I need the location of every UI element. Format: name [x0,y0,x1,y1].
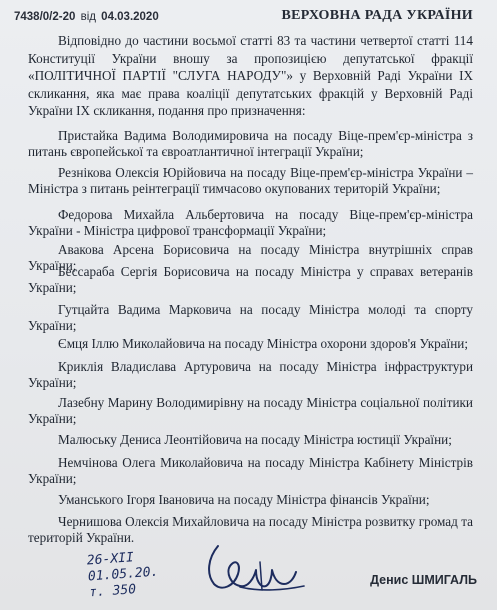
appointment-item: Лазебну Марину Володимирівну на посаду Міністра соціальної політики України; [28,395,473,426]
appointment-item: Резнікова Олексія Юрійовича на посаду Віце-прем'єр-міністра України – Міністра з питань реінтеграції тимчасово окупованих територій України; [28,165,473,196]
appointment-item: Авакова Арсена Борисовича на посаду Міністра внутрішніх справ України; [28,242,473,273]
appointment-item: Бессараба Сергія Борисовича на посаду Міністра у справах ветеранів України; [28,264,473,295]
handwritten-line: т. 350 [88,582,137,601]
addressee: ВЕРХОВНА РАДА УКРАЇНИ [281,8,473,23]
handwritten-note [86,549,160,602]
signer-name: Денис ШМИГАЛЬ [370,573,477,587]
appointment-item: Пристайка Вадима Володимировича на посаду Віце-прем'єр-міністра з питань європейської та євроатлантичної інтеграції України; [28,128,473,159]
appointment-item: Ємця Іллю Миколайовича на посаду Міністра охорони здоров'я України; [58,336,469,351]
appointment-item: Уманського Ігоря Івановича на посаду Міністра фінансів України; [58,492,430,507]
appointment-item: Федорова Михайла Альбертовича на посаду Віце-прем'єр-міністра України - Міністра цифрової трансформації України; [28,207,473,238]
appointment-item: Малюську Дениса Леонтійовича на посаду Міністра юстиції України; [58,432,452,447]
intro-paragraph: Відповідно до частини восьмої статті 83 та частини четвертої статті 114 Конституції України вношу за пропозицією депутатської фракції «ПОЛІТИЧНОЇ ПАРТІЇ "СЛУГА НАРОДУ"» у Верховній Раді України IX скликання, яка має права коаліції депутатських фракцій у Верховній Раді України IX скликання, подання про призначення: [28,33,473,118]
handwritten-line: 26-ХІІ [86,550,135,569]
appointment-item: Гутцайта Вадима Марковича на посаду Міністра молоді та спорту України; [28,302,473,333]
appointment-item: Чернишова Олексія Михайловича на посаду Міністра розвитку громад та територій України. [28,514,473,545]
registration-date: 04.03.2020 [101,11,159,23]
appointment-item: Немчінова Олега Миколайовича на посаду Міністра Кабінету Міністрів України; [28,455,473,486]
registration-stamp [14,11,159,23]
appointment-item: Криклія Владислава Артуровича на посаду Міністра інфраструктури України; [28,359,473,390]
handwritten-line: 01.05.20. [87,564,159,585]
registration-from: від [80,11,96,23]
handwritten-signature [200,540,320,602]
registration-number: 7438/0/2-20 [14,11,76,23]
